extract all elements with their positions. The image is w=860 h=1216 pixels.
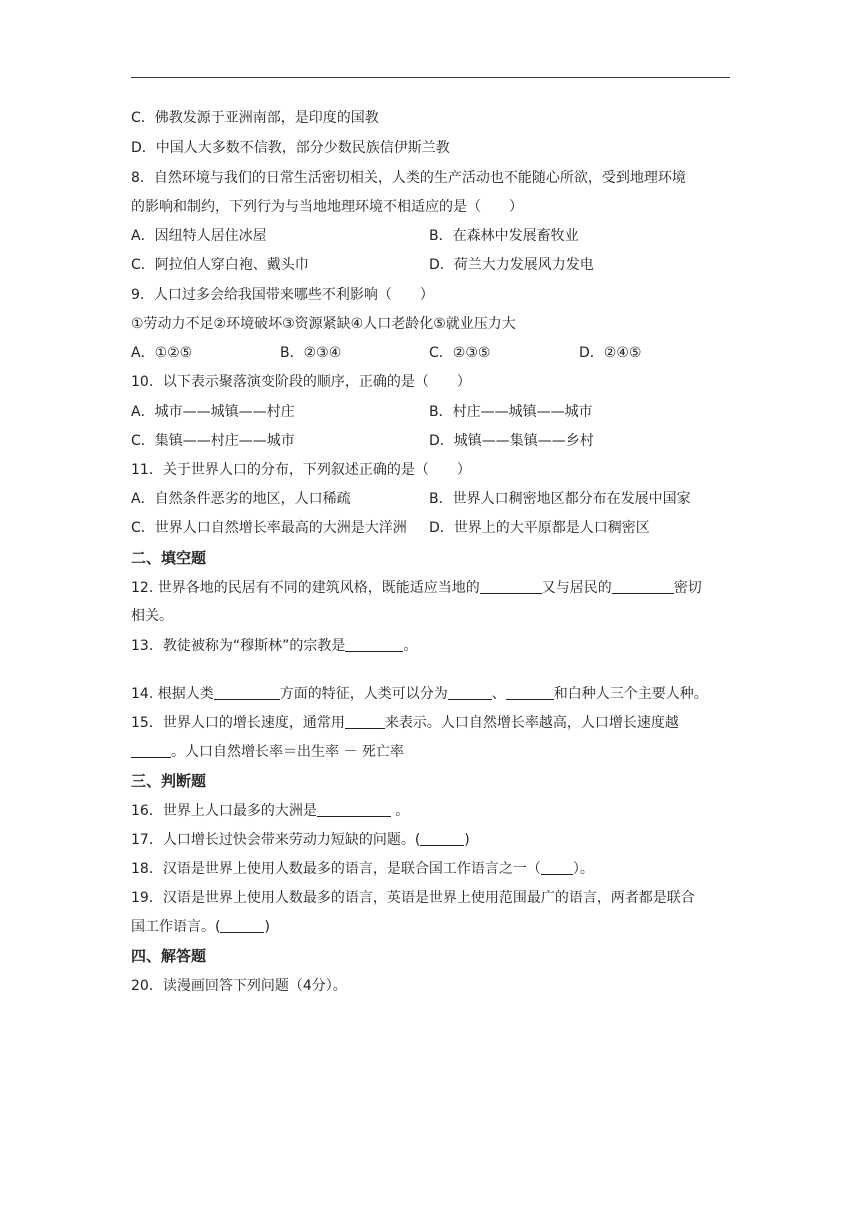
q16-line — [131, 801, 409, 821]
q9-option-a: A．①②⑤ — [131, 345, 193, 361]
q15-line2 — [131, 742, 404, 762]
q10-stem: 10．以下表示聚落演变阶段的顺序，正确的是（ ） — [131, 374, 471, 390]
q8-option-c: C．阿拉伯人穿白袍、戴头巾 — [131, 257, 309, 273]
q13-text-1: 13．教徒被称为“穆斯林”的宗教是 — [131, 638, 346, 654]
q8-options-row1 — [131, 226, 730, 246]
q16-text-2: 。 — [390, 803, 410, 819]
section-judgment-heading: 三、判断题 — [131, 772, 207, 790]
q15-text-3: 。人口自然增长率＝出生率 － 死亡率 — [171, 744, 404, 760]
section-fill-in-heading: 二、填空题 — [131, 549, 207, 567]
q18-line — [131, 859, 594, 879]
q13-line — [131, 636, 417, 656]
q11-stem: 11．关于世界人口的分布，下列叙述正确的是（ ） — [131, 462, 471, 478]
q14-line — [131, 684, 708, 704]
q11-option-b: B．世界人口稠密地区都分布在发展中国家 — [429, 491, 691, 507]
q14-text-3: 、 — [491, 686, 506, 702]
q10-option-a: A．城市——城镇——村庄 — [131, 404, 295, 420]
q14-text-4: 和白种人三个主要人种。 — [553, 686, 708, 702]
q10-options-row2 — [131, 431, 730, 451]
q15-text-2: 来表示。人口自然增长率越高，人口增长速度越 — [384, 715, 679, 731]
header-rule — [131, 77, 730, 78]
q18-text-2: ）。 — [572, 861, 594, 877]
q17-line — [131, 830, 470, 850]
q12-blank-2[interactable] — [612, 579, 674, 594]
q12-line2: 相关。 — [131, 608, 173, 624]
q8-option-a: A．因纽特人居住冰屋 — [131, 228, 267, 244]
q10-option-c: C．集镇——村庄——城市 — [131, 433, 295, 449]
q19-line2 — [131, 917, 270, 937]
q19-text-2: ) — [264, 919, 270, 935]
q20-stem: 20．读漫画回答下列问题（4分）。 — [131, 978, 347, 994]
q8-stem-line2: 的影响和制约，下列行为与当地地理环境不相适应的是（ ） — [131, 199, 523, 215]
q16-blank[interactable] — [317, 802, 391, 817]
q15-blank-2[interactable] — [131, 743, 171, 758]
q19-blank[interactable] — [220, 918, 264, 933]
q11-option-a: A．自然条件恶劣的地区，人口稀疏 — [131, 491, 351, 507]
q10-option-b: B．村庄——城镇——城市 — [429, 404, 593, 420]
q12-text-1: 12. 世界各地的民居有不同的建筑风格，既能适应当地的 — [131, 580, 480, 596]
q10-option-d: D．城镇——集镇——乡村 — [429, 433, 594, 449]
q10-options-row1 — [131, 402, 730, 422]
q12-text-2: 又与居民的 — [541, 580, 612, 596]
q14-blank-3[interactable] — [506, 685, 554, 700]
q14-text-1: 14. 根据人类 — [131, 686, 214, 702]
q8-option-b: B．在森林中发展畜牧业 — [429, 228, 579, 244]
q17-text-2: ) — [464, 832, 470, 848]
q8-stem-line1: 8．自然环境与我们的日常生活密切相关，人类的生产活动也不能随心所欲，受到地理环境 — [131, 170, 686, 186]
q9-option-d: D．②④⑤ — [579, 345, 642, 361]
q19-line1: 19．汉语是世界上使用人数最多的语言，英语是世界上使用范围最广的语言，两者都是联合 — [131, 890, 695, 906]
q12-blank-1[interactable] — [480, 579, 542, 594]
section-answer-heading: 四、解答题 — [131, 947, 207, 965]
q14-blank-1[interactable] — [214, 685, 280, 700]
q9-items: ①劳动力不足②环境破坏③资源紧缺④人口老龄化⑤就业压力大 — [131, 316, 516, 332]
q11-option-c: C．世界人口自然增长率最高的大洲是大洋洲 — [131, 520, 407, 536]
q9-option-c: C．②③⑤ — [429, 345, 491, 361]
q17-text-1: 17．人口增长过快会带来劳动力短缺的问题。( — [131, 832, 421, 848]
q11-option-d: D．世界上的大平原都是人口稠密区 — [429, 520, 650, 536]
q11-options-row1 — [131, 489, 730, 509]
q9-option-b: B．②③④ — [280, 345, 342, 361]
q12-line1 — [131, 578, 702, 598]
q17-blank[interactable] — [420, 831, 464, 846]
q18-text-1: 18．汉语是世界上使用人数最多的语言，是联合国工作语言之一（ — [131, 861, 541, 877]
q11-options-row2 — [131, 518, 730, 538]
q8-option-d: D．荷兰大力发展风力发电 — [429, 257, 594, 273]
q9-stem: 9．人口过多会给我国带来哪些不利影响（ ） — [131, 287, 434, 303]
q18-blank[interactable] — [541, 860, 573, 875]
q16-text-1: 16．世界上人口最多的大洲是 — [131, 803, 317, 819]
q15-line1 — [131, 713, 679, 733]
q14-text-2: 方面的特征，人类可以分为 — [279, 686, 448, 702]
q15-blank-1[interactable] — [345, 714, 385, 729]
q15-text-1: 15．世界人口的增长速度，通常用 — [131, 715, 345, 731]
q14-blank-2[interactable] — [448, 685, 492, 700]
q13-text-2: 。 — [403, 638, 418, 654]
q7-option-d: D．中国人大多数不信教，部分少数民族信伊斯兰教 — [131, 140, 450, 156]
q7-option-c: C．佛教发源于亚洲南部，是印度的国教 — [131, 110, 379, 126]
q8-options-row2 — [131, 255, 730, 275]
q19-text-1: 国工作语言。( — [131, 919, 221, 935]
q12-text-3: 密切 — [673, 580, 702, 596]
q13-blank[interactable] — [345, 637, 403, 652]
